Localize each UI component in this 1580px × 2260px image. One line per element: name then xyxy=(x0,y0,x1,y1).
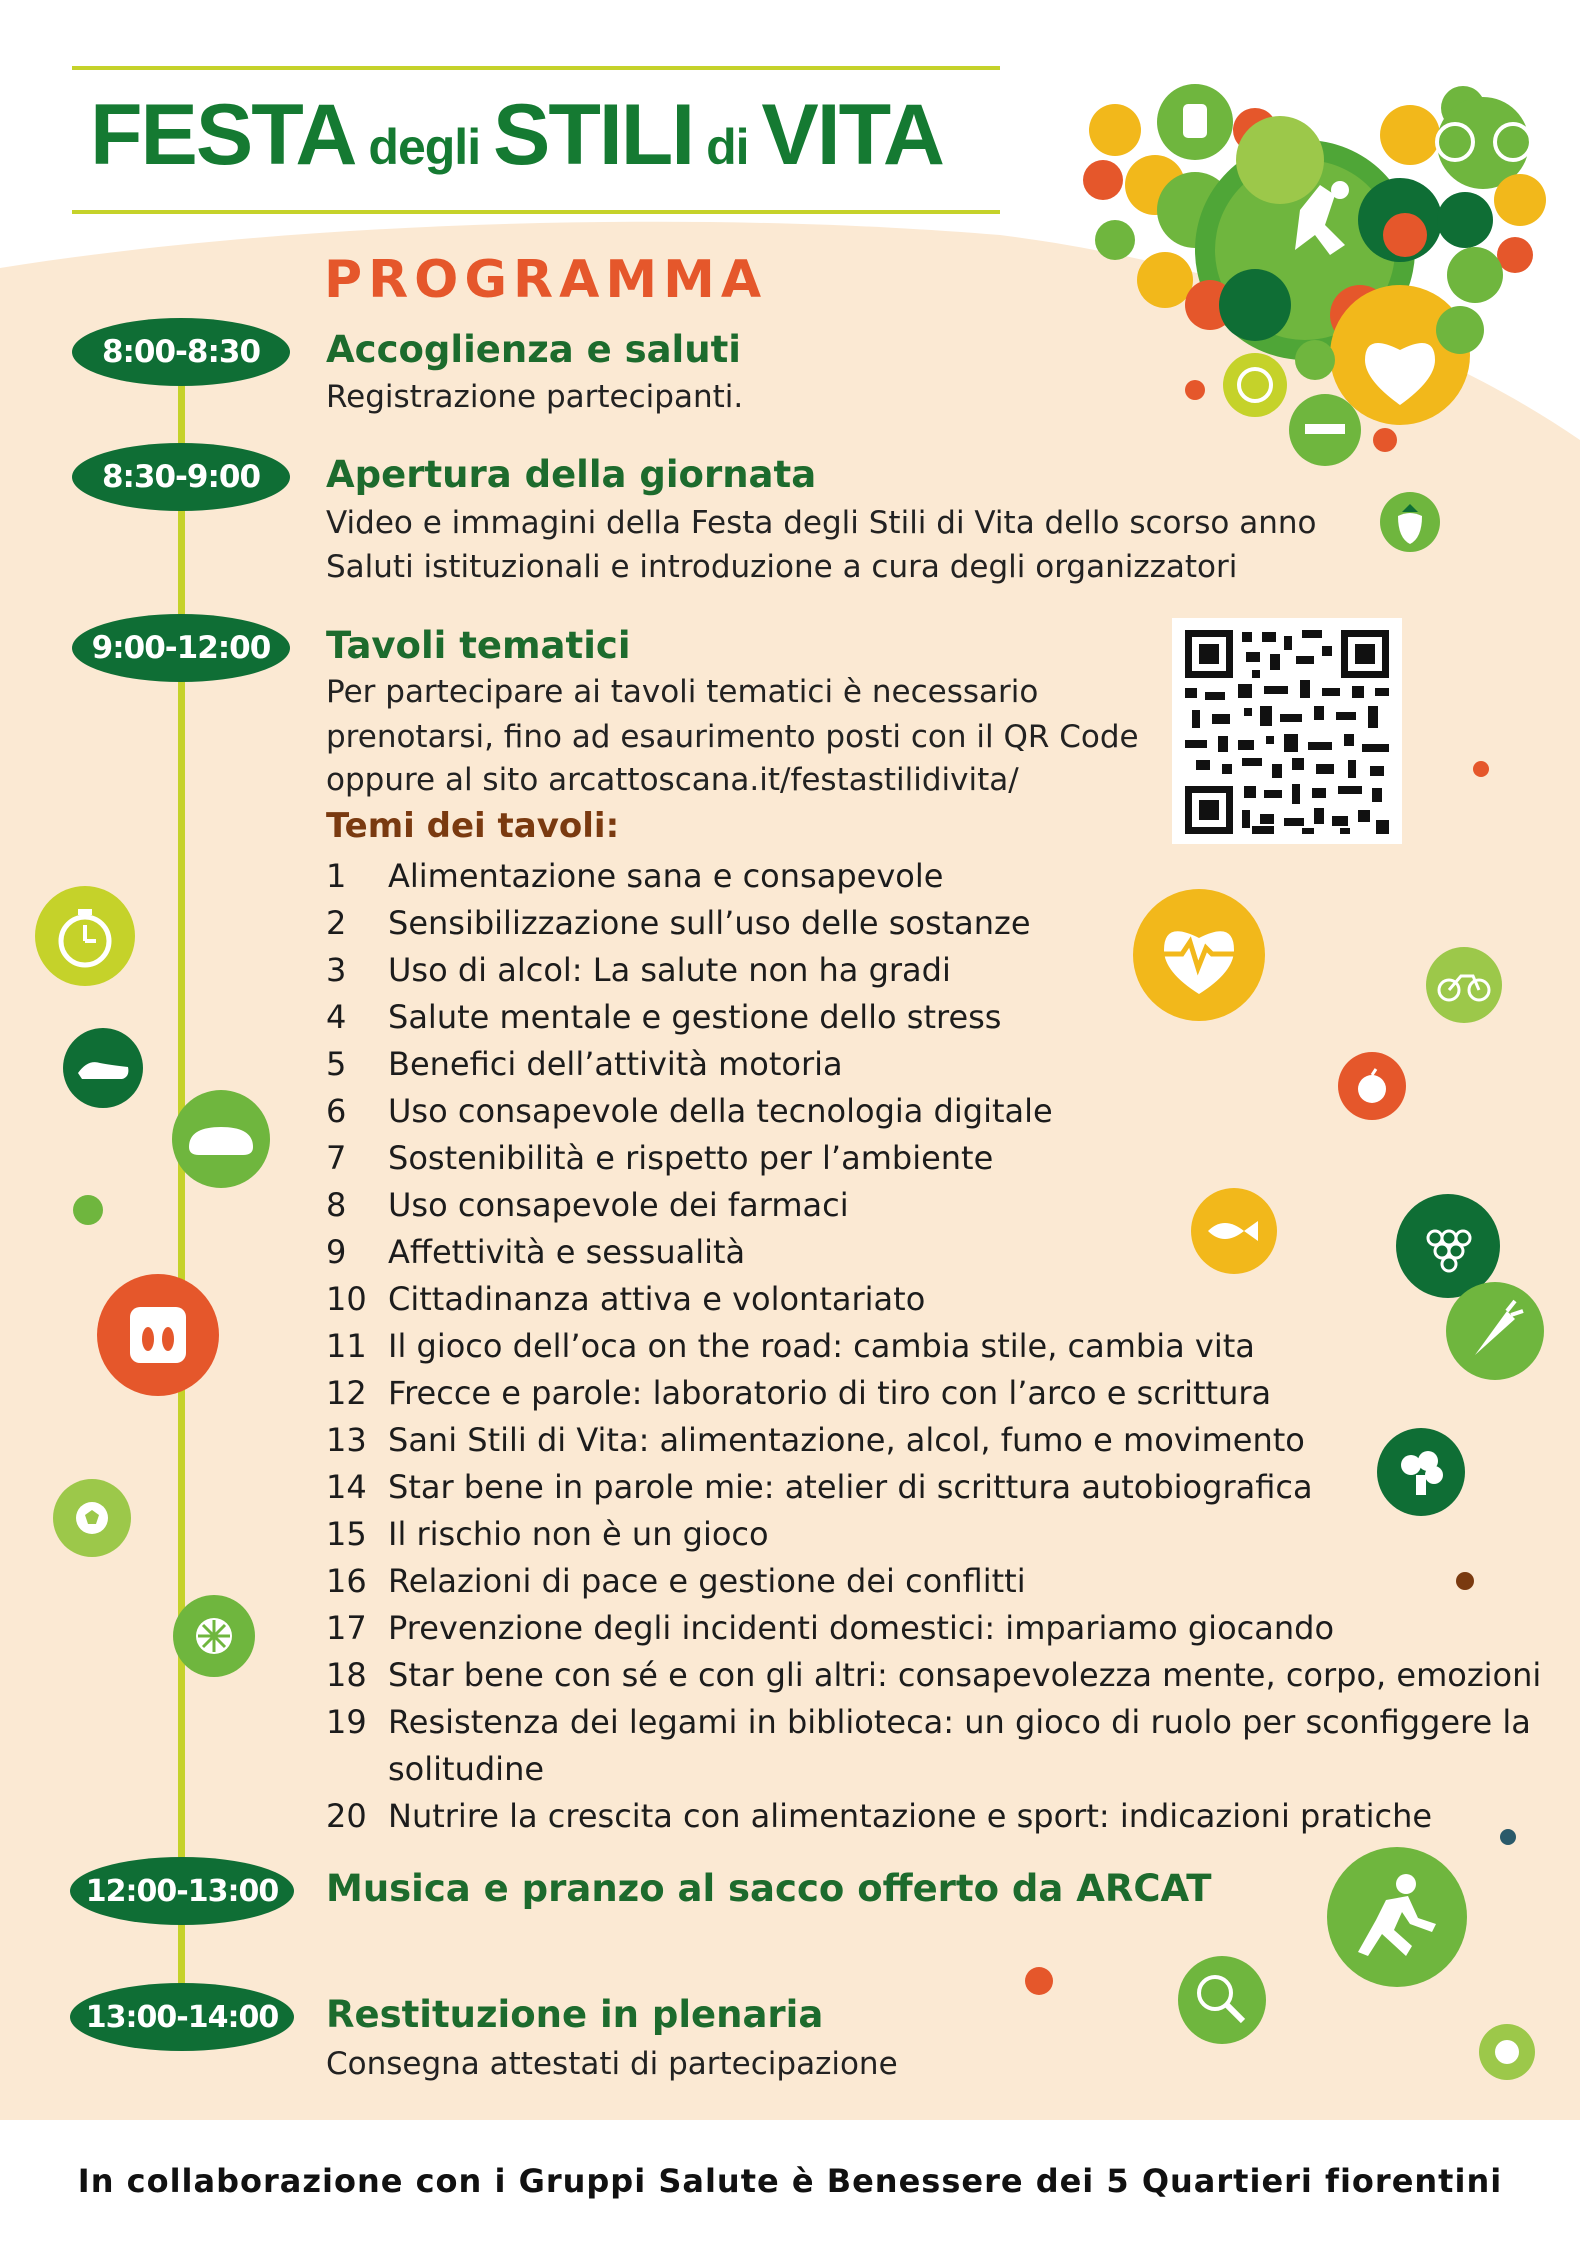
dot-decoration xyxy=(1500,1829,1516,1845)
time-badge: 12:00-13:00 xyxy=(70,1857,294,1925)
dot-decoration xyxy=(1473,761,1489,777)
bread-icon xyxy=(171,1089,271,1189)
dot-decoration xyxy=(73,1195,103,1225)
list-item: 6 Uso consapevole della tecnologia digitale xyxy=(326,1092,1053,1130)
scale-icon xyxy=(96,1273,220,1397)
jump-rope-icon xyxy=(1177,1955,1267,2045)
list-item: 19 Resistenza dei legami in biblioteca: un gioco di ruolo per sconfiggere la solitudine xyxy=(326,1703,1531,1788)
title-banner xyxy=(72,66,1000,214)
shoe-icon xyxy=(62,1027,144,1109)
list-item: 10 Cittadinanza attiva e volontariato xyxy=(326,1280,926,1318)
broccoli-icon xyxy=(1376,1427,1466,1517)
list-item: 20 Nutrire la crescita con alimentazione e sport: indicazioni pratiche xyxy=(326,1797,1433,1835)
topics-heading: Temi dei tavoli: xyxy=(326,806,620,846)
session-text: oppure al sito arcattoscana.it/festastilidivita/ xyxy=(326,762,1019,798)
time-badge: 13:00-14:00 xyxy=(70,1983,294,2051)
football-icon xyxy=(52,1478,132,1558)
list-item: 1 Alimentazione sana e consapevole xyxy=(326,857,944,895)
session-text: Per partecipare ai tavoli tematici è necessario xyxy=(326,674,1039,710)
session-title: Musica e pranzo al sacco offerto da ARCAT xyxy=(326,1867,1212,1910)
session-text: Saluti istituzionali e introduzione a cura degli organizzatori xyxy=(326,549,1238,585)
list-item: 14 Star bene in parole mie: atelier di scrittura autobiografica xyxy=(326,1468,1313,1506)
list-item: 7 Sostenibilità e rispetto per l’ambiente xyxy=(326,1139,994,1177)
session-text: prenotarsi, fino ad esaurimento posti con il QR Code xyxy=(326,719,1139,755)
dot-decoration xyxy=(1025,1967,1053,1995)
list-item: 5 Benefici dell’attività motoria xyxy=(326,1045,843,1083)
list-item: 16 Relazioni di pace e gestione dei conflitti xyxy=(326,1562,1026,1600)
stopwatch-icon xyxy=(34,885,136,987)
session-title: Accoglienza e saluti xyxy=(326,328,741,371)
runner-icon xyxy=(1326,1846,1468,1988)
apple-icon xyxy=(1337,1051,1407,1121)
session-title: Tavoli tematici xyxy=(326,624,631,667)
fish-icon xyxy=(1190,1187,1278,1275)
list-item: 17 Prevenzione degli incidenti domestici: impariamo giocando xyxy=(326,1609,1335,1647)
time-badge: 9:00-12:00 xyxy=(72,614,290,682)
time-badge: 8:30-9:00 xyxy=(72,443,290,511)
bicycle-icon xyxy=(1425,946,1503,1024)
qr-code[interactable] xyxy=(1172,618,1402,844)
topics-list xyxy=(326,853,1556,1840)
heartbeat-icon xyxy=(1132,888,1266,1022)
programma-heading: PROGRAMMA xyxy=(324,250,768,310)
session-text: Video e immagini della Festa degli Stili di Vita dello scorso anno xyxy=(326,505,1317,541)
time-badge: 8:00-8:30 xyxy=(72,318,290,386)
list-item: 9 Affettività e sessualità xyxy=(326,1233,746,1271)
carrot-icon xyxy=(1445,1281,1545,1381)
tennis-ball-icon xyxy=(1478,2023,1536,2081)
qr-code-icon xyxy=(1172,618,1402,844)
list-item: 3 Uso di alcol: La salute non ha gradi xyxy=(326,951,951,989)
list-item: 4 Salute mentale e gestione dello stress xyxy=(326,998,1002,1036)
list-item: 18 Star bene con sé e con gli altri: consapevolezza mente, corpo, emozioni xyxy=(326,1656,1542,1694)
session-title: Restituzione in plenaria xyxy=(326,1993,824,2036)
lemon-icon xyxy=(172,1594,256,1678)
footer xyxy=(0,2120,1580,2260)
list-item: 11 Il gioco dell’oca on the road: cambia stile, cambia vita xyxy=(326,1327,1255,1365)
list-item: 2 Sensibilizzazione sull’uso delle sostanze xyxy=(326,904,1031,942)
session-text: Consegna attestati di partecipazione xyxy=(326,2046,898,2082)
list-item: 15 Il rischio non è un gioco xyxy=(326,1515,769,1553)
strawberry-icon xyxy=(1378,490,1442,554)
session-text: Registrazione partecipanti. xyxy=(326,379,744,415)
dot-decoration xyxy=(1456,1572,1474,1590)
footer-credits: In collaborazione con i Gruppi Salute è Benessere dei 5 Quartieri fiorentini xyxy=(77,2162,1503,2200)
event-title: FESTA degli STILI di VITA xyxy=(90,87,943,183)
session-title: Apertura della giornata xyxy=(326,453,817,496)
list-item: 8 Uso consapevole dei farmaci xyxy=(326,1186,849,1224)
list-item: 13 Sani Stili di Vita: alimentazione, alcol, fumo e movimento xyxy=(326,1421,1305,1459)
heart-collage-icon xyxy=(1055,60,1555,480)
list-item: 12 Frecce e parole: laboratorio di tiro con l’arco e scrittura xyxy=(326,1374,1272,1412)
